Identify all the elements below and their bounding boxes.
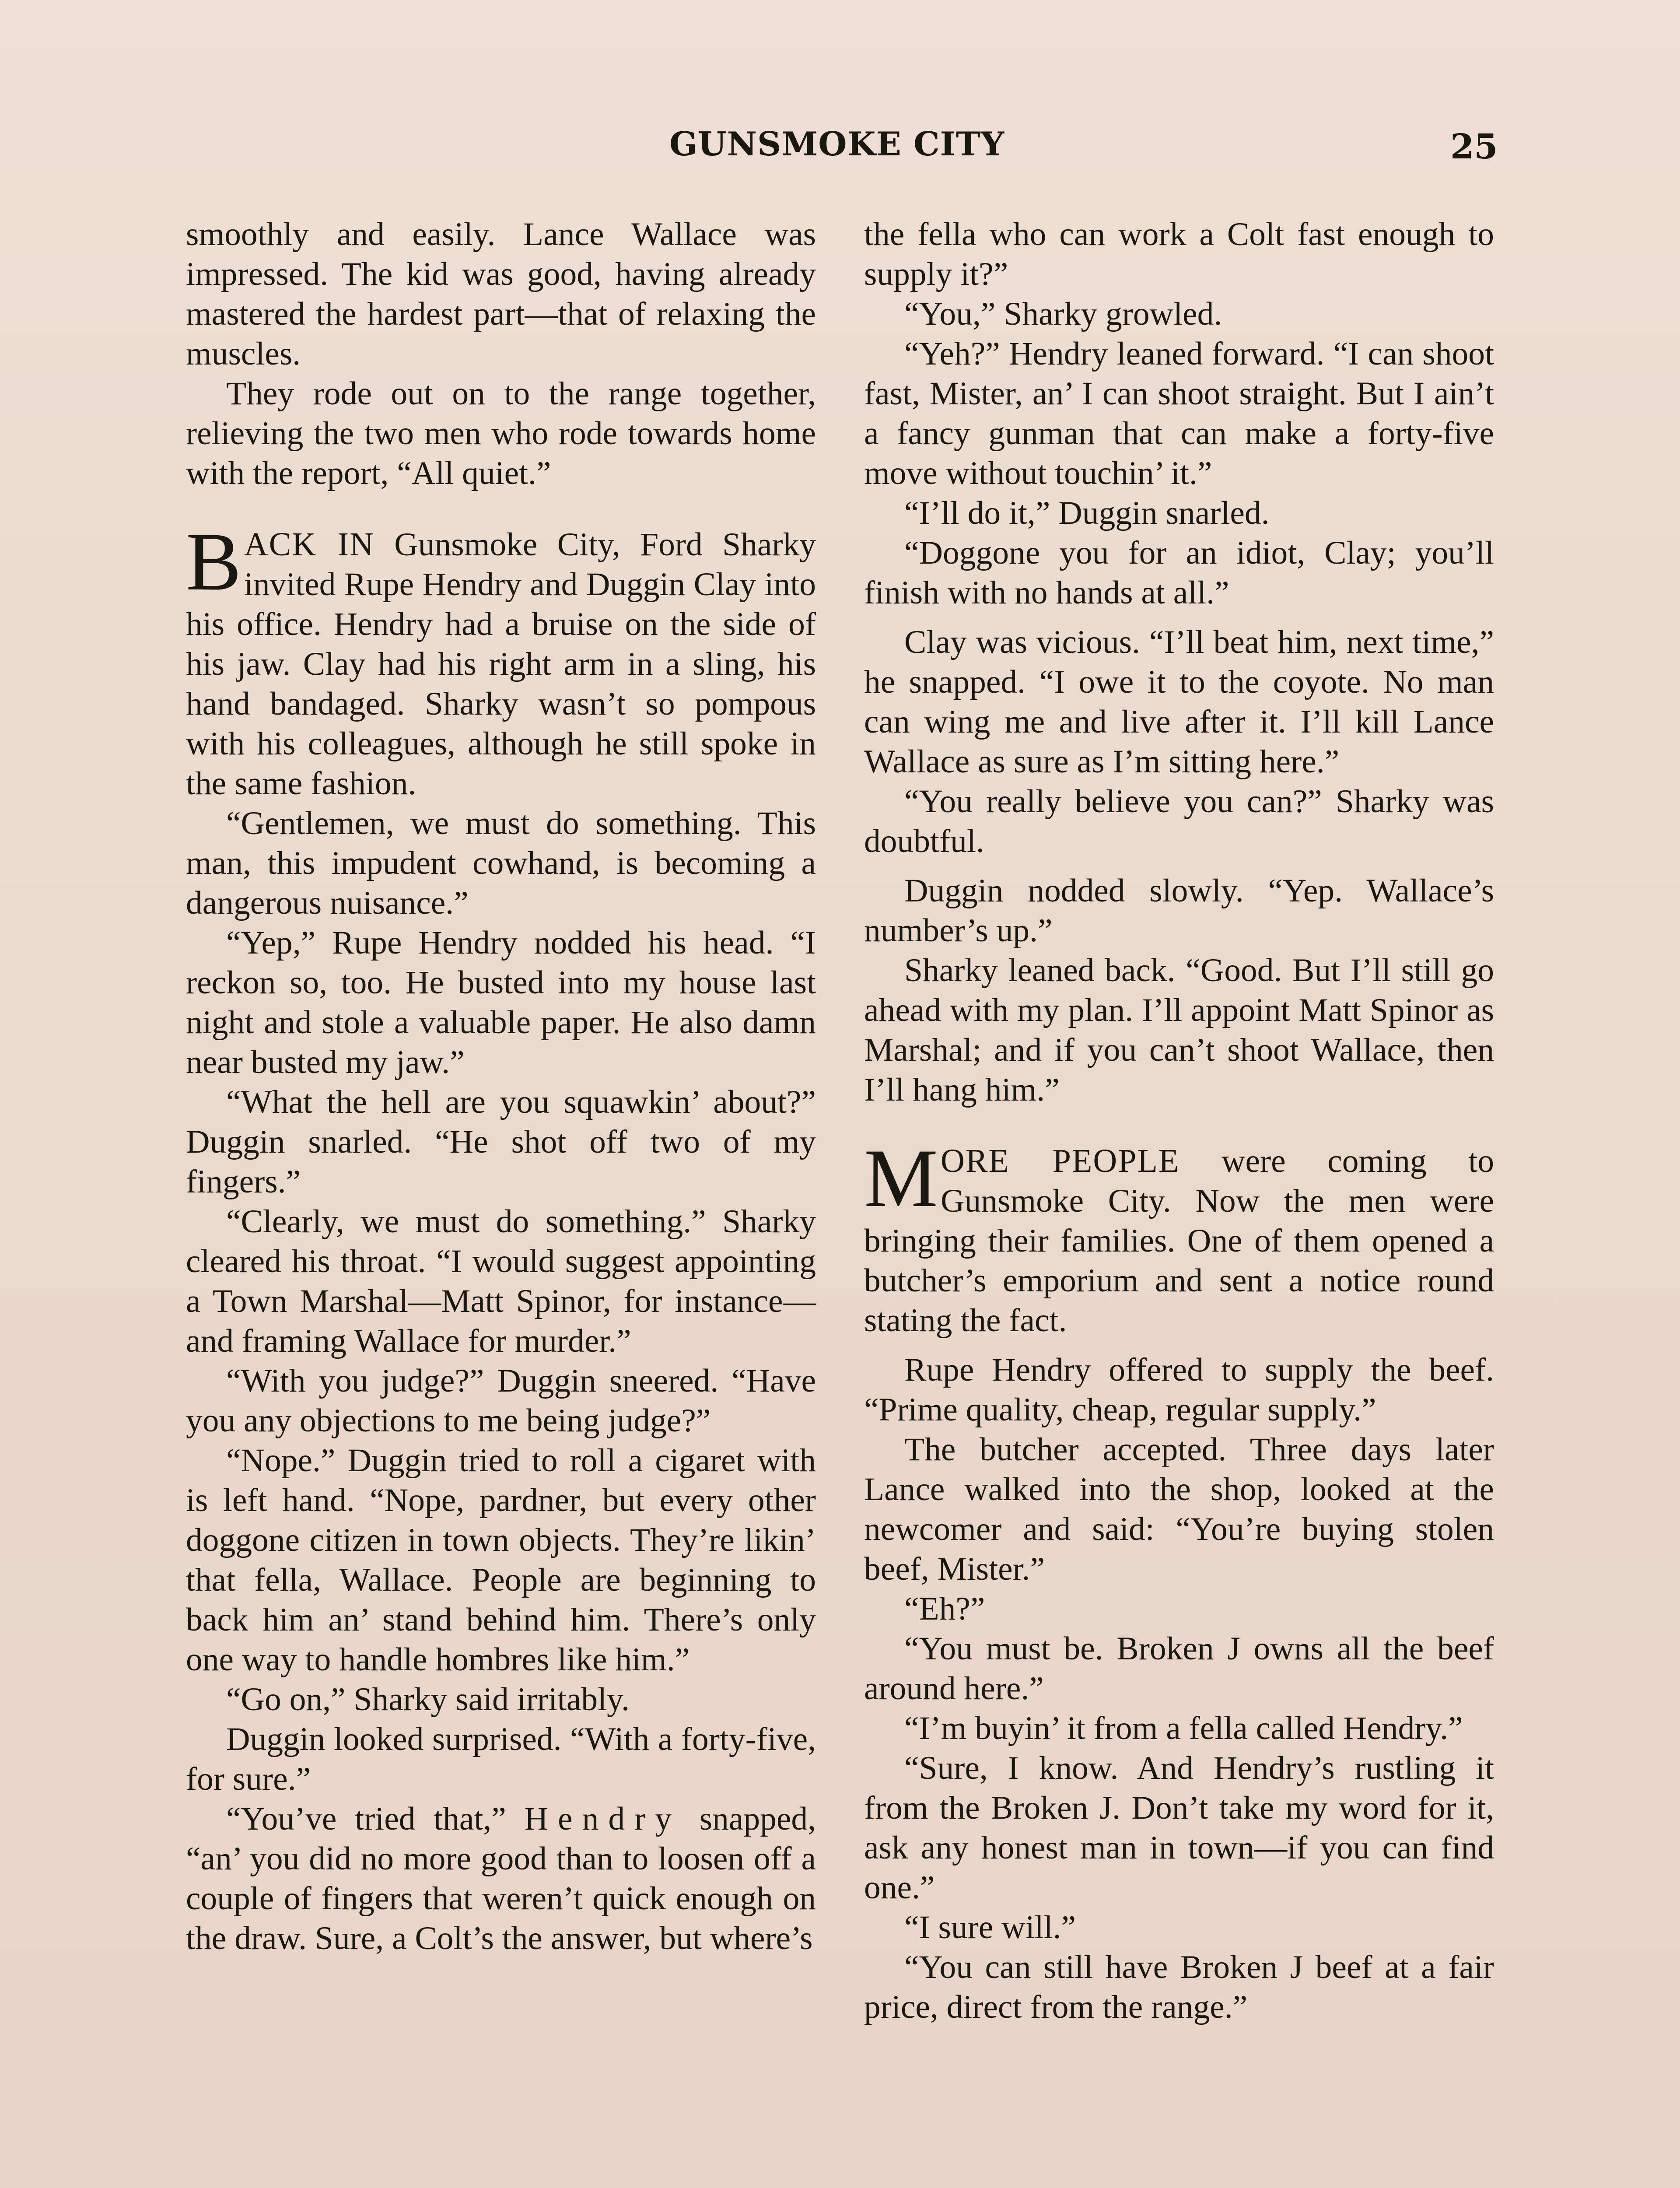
small-caps-lead: ACK IN: [244, 526, 374, 563]
paragraph: [186, 1799, 816, 1958]
paragraph: “Clearly, we must do something.” Sharky cleared his throat. “I would suggest appointing a Town Marshal—Matt Spinor, for instance—and framing Wallace for murder.”: [186, 1203, 816, 1359]
paragraph: “I’ll do it,” Duggin snarled.: [904, 495, 1270, 531]
paragraph: “You really believe you can?” Sharky was doubtful.: [864, 783, 1494, 859]
section-opening-paragraph: [864, 1133, 1494, 1340]
page-number: 25: [1450, 127, 1498, 167]
left-column: [186, 214, 816, 1958]
paragraph: “Doggone you for an idiot, Clay; you’ll finish with no hands at all.”: [864, 535, 1494, 611]
paragraph: “With you judge?” Duggin sneered. “Have you any objections to me being judge?”: [186, 1363, 816, 1439]
paragraph: “Gentlemen, we must do something. This man, this impudent cowhand, is becoming a dangerous nuisance.”: [186, 805, 816, 921]
paragraph: “Eh?”: [904, 1591, 985, 1627]
paragraph-text: snapped, “an’ you did no more good than to loosen off a couple of fingers that weren’t quick enough on the draw. Sure, a Colt’s the answer, but where’s: [186, 1801, 816, 1957]
right-column: [864, 214, 1494, 2027]
paragraph: the fella who can work a Colt fast enough to supply it?”: [864, 216, 1494, 292]
paragraph: “What the hell are you squawkin’ about?” Duggin snarled. “He shot off two of my fingers.”: [186, 1084, 816, 1200]
paragraph: “I’m buyin’ it from a fella called Hendry.”: [904, 1710, 1463, 1746]
paragraph: The butcher accepted. Three days later Lance walked into the shop, looked at the newcomer and said: “You’re buying stolen beef, Mister.”: [864, 1431, 1494, 1587]
paragraph: “You must be. Broken J owns all the beef around here.”: [864, 1630, 1494, 1707]
drop-cap: M: [864, 1133, 938, 1224]
paragraph: “You,” Sharky growled.: [904, 296, 1222, 332]
paragraph: “Go on,” Sharky said irritably.: [226, 1681, 630, 1718]
paragraph: Clay was vicious. “I’ll beat him, next time,” he snapped. “I owe it to the coyote. No man can wing me and live after it. I’ll kill Lance Wallace as sure as I’m sitting here.”: [864, 624, 1494, 780]
paragraph: “You can still have Broken J beef at a fair price, direct from the range.”: [864, 1949, 1494, 2025]
paragraph: They rode out on to the range together, relieving the two men who rode towards home with the report, “All quiet.”: [186, 375, 816, 491]
paragraph-text: “You’ve tried that,”: [226, 1801, 525, 1837]
paragraph: “I sure will.”: [904, 1909, 1076, 1946]
paragraph: “Nope.” Duggin tried to roll a cigaret with is left hand. “Nope, pardner, but every other doggone citizen in town objects. They’re likin’ that fella, Wallace. People are beginning to back him an’ stand behind him. There’s only one way to handle hombres like him.”: [186, 1442, 816, 1678]
paragraph: Rupe Hendry offered to supply the beef. “Prime quality, cheap, regular supply.”: [864, 1352, 1494, 1428]
paragraph-text: Gunsmoke City, Ford Sharky invited Rupe Hendry and Duggin Clay into his office. Hendry had a bruise on the side of his jaw. Clay had his right arm in a sling, his hand bandaged. Sharky wasn’t so pompous with his colleagues, although he still spoke in the same fashion.: [186, 526, 816, 802]
section-opening-paragraph: [186, 516, 816, 803]
paragraph: “Sure, I know. And Hendry’s rustling it from the Broken J. Don’t take my word for it, ask any honest man in town—if you can find one.”: [864, 1750, 1494, 1906]
paragraph-text: were coming to Gunsmoke City. Now the men were bringing their families. One of them opened a butcher’s emporium and sent a notice round stating the fact.: [864, 1143, 1494, 1339]
small-caps-lead: ORE PEOPLE: [940, 1143, 1180, 1179]
paragraph: Duggin nodded slowly. “Yep. Wallace’s number’s up.”: [864, 873, 1494, 949]
running-head-title: GUNSMOKE CITY: [669, 125, 1005, 163]
spaced-name: Hendry: [524, 1801, 681, 1837]
paragraph: “Yep,” Rupe Hendry nodded his head. “I reckon so, too. He busted into my house last night and stole a valuable paper. He also damn near busted my jaw.”: [186, 925, 816, 1080]
paragraph: Duggin looked surprised. “With a forty-five, for sure.”: [186, 1721, 816, 1797]
paragraph: “Yeh?” Hendry leaned forward. “I can shoot fast, Mister, an’ I can shoot straight. But I ain’t a fancy gunman that can make a forty-five move without touchin’ it.”: [864, 336, 1494, 491]
paragraph: Sharky leaned back. “Good. But I’ll still go ahead with my plan. I’ll appoint Matt Spinor as Marshal; and if you can’t shoot Wallace, then I’ll hang him.”: [864, 952, 1494, 1108]
drop-cap: B: [186, 516, 242, 608]
paragraph: smoothly and easily. Lance Wallace was impressed. The kid was good, having already mastered the hardest part—that of relaxing the muscles.: [186, 216, 816, 372]
